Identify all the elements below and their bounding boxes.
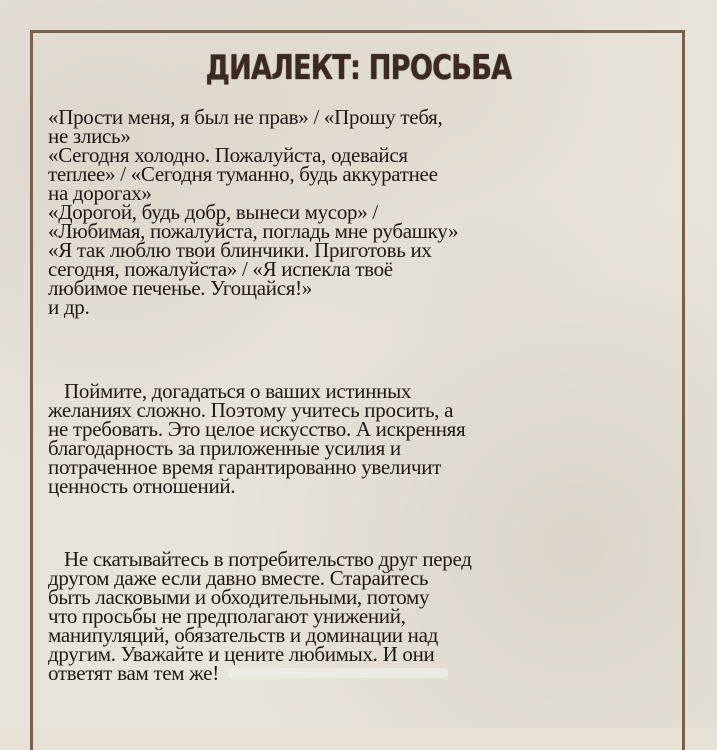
example-line: «Сегодня холодно. Пожалуйста, одевайся [48,143,408,167]
paragraph-line: желаниях сложно. Поэтому учитесь просить, а [48,398,454,422]
example-line: на дорогах» [48,181,152,205]
example-line: теплее» / «Сегодня туманно, будь аккуратнее [48,162,438,186]
paragraph-line: что просьбы не предполагают унижений, [48,604,406,628]
paragraph-line: не требовать. Это целое искусство. А искренняя [48,417,466,441]
example-line: и др. [48,295,90,319]
examples-block [48,105,670,319]
paragraph-line: Не скатывайтесь в потребительство друг перед [64,547,472,571]
paragraph-line: ответят вам тем же! [48,661,219,685]
paragraph-line: другим. Уважайте и цените любимых. И они [48,642,435,666]
example-line: сегодня, пожалуйста» / «Я испекла твоё [48,257,393,281]
paragraph-line: другом даже если давно вместе. Старайтесь [48,566,429,590]
faded-overlay [228,668,448,678]
example-line: «Прости меня, я был не прав» / «Прошу тебя, [48,105,443,129]
paragraph-line: манипуляций, обязательств и доминации над [48,623,438,647]
paragraph-line: Поймите, догадаться о ваших истинных [64,379,412,403]
example-line: «Я так люблю твои блинчики. Приготовь их [48,238,432,262]
paragraph-respect [48,547,670,685]
paragraph-line: благодарность за приложенные усилия и [48,436,401,460]
paragraph-line: быть ласковыми и обходительными, потому [48,585,430,609]
page-title: ДИАЛЕКТ: ПРОСЬБА [205,48,512,88]
paragraph-line: потраченное время гарантированно увеличит [48,455,442,479]
example-line: не злись» [48,124,131,148]
example-line: любимое печенье. Угощайся!» [48,276,312,300]
paragraph-asking [48,379,670,498]
paragraph-line: ценность отношений. [48,474,236,498]
example-line: «Любимая, пожалуйста, погладь мне рубашку» [48,219,459,243]
example-line: «Дорогой, будь добр, вынеси мусор» / [48,200,378,224]
